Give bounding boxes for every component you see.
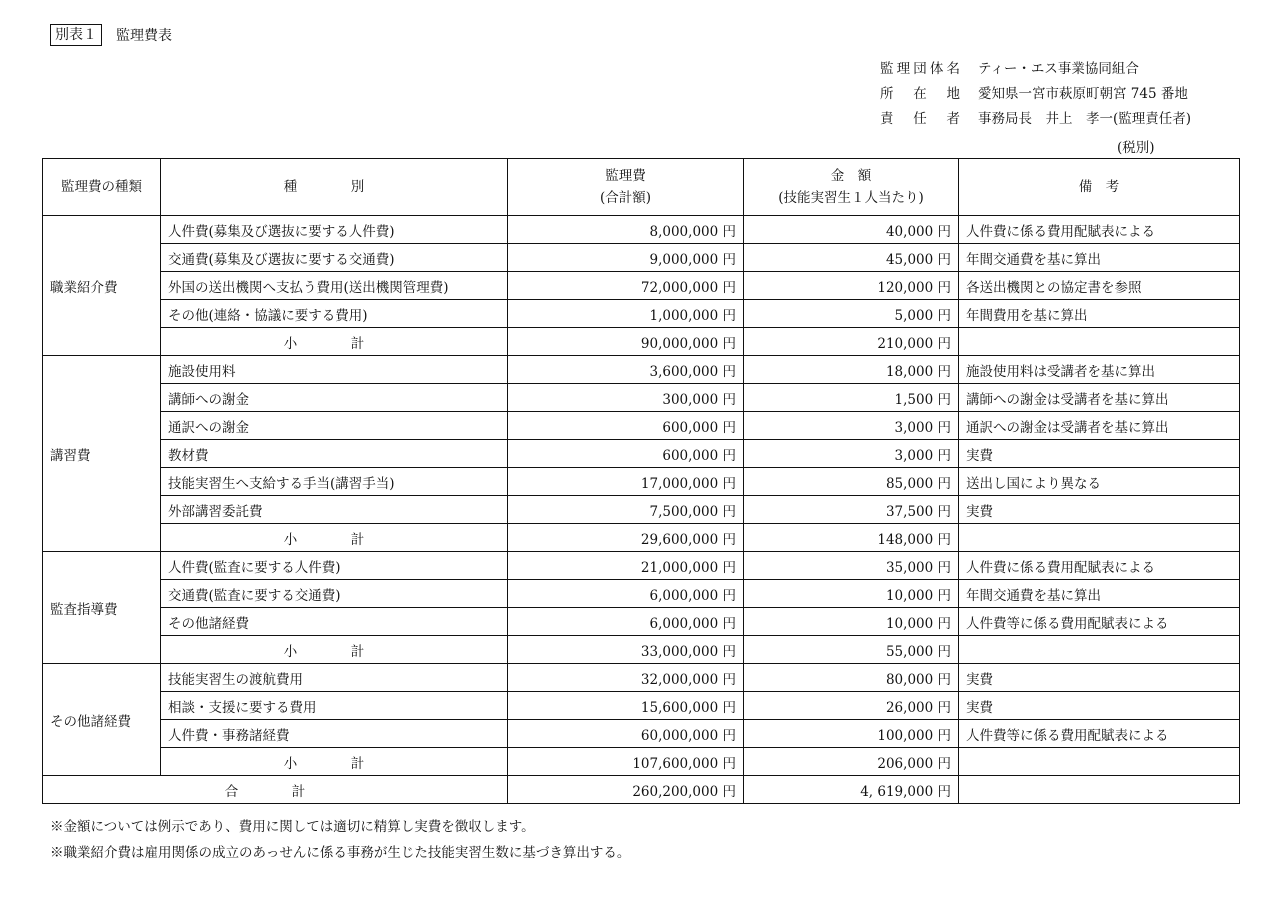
per-trainee-cell: 45,000 円 [744, 244, 959, 272]
subtotal-remark [959, 328, 1240, 356]
total-amount-cell: 32,000,000 円 [508, 664, 744, 692]
total-amount-cell: 300,000 円 [508, 384, 744, 412]
grand-total-row [43, 776, 1240, 804]
per-trainee-cell: 10,000 円 [744, 580, 959, 608]
table-row [43, 496, 1240, 524]
header-per-trainee [744, 159, 959, 216]
remark-cell: 人件費に係る費用配賦表による [959, 216, 1240, 244]
grand-total-per-trainee: 4, 619,000 円 [744, 776, 959, 804]
fee-table [42, 158, 1240, 804]
remark-cell: 実費 [959, 496, 1240, 524]
table-row [43, 300, 1240, 328]
header-per-line1: 金 額 [830, 168, 872, 184]
subtotal-label [161, 636, 508, 664]
category-cell: 職業紹介費 [43, 216, 161, 356]
info-row-organization [880, 54, 1191, 79]
category-cell: 講習費 [43, 356, 161, 552]
table-row [43, 244, 1240, 272]
per-trainee-cell: 3,000 円 [744, 440, 959, 468]
kind-cell: 交通費(募集及び選抜に要する交通費) [161, 244, 508, 272]
table-row [43, 216, 1240, 244]
subtotal-label [161, 524, 508, 552]
kind-cell: 技能実習生へ支給する手当(講習手当) [161, 468, 508, 496]
table-row [43, 440, 1240, 468]
kind-cell: 通訳への謝金 [161, 412, 508, 440]
table-row [43, 356, 1240, 384]
info-row-address [880, 79, 1191, 104]
table-row [43, 272, 1240, 300]
header-per-line2: (技能実習生１人当たり) [778, 190, 924, 206]
subtotal-total: 29,600,000 円 [508, 524, 744, 552]
table-row [43, 384, 1240, 412]
subtotal-label-text: 小 計 [283, 335, 385, 352]
per-trainee-cell: 18,000 円 [744, 356, 959, 384]
remark-cell: 人件費等に係る費用配賦表による [959, 720, 1240, 748]
table-row [43, 552, 1240, 580]
subtotal-per-trainee: 206,000 円 [744, 748, 959, 776]
header-type: 監理費の種類 [43, 159, 161, 216]
subtotal-row [43, 748, 1240, 776]
total-amount-cell: 6,000,000 円 [508, 608, 744, 636]
remark-cell: 施設使用料は受講者を基に算出 [959, 356, 1240, 384]
total-amount-cell: 1,000,000 円 [508, 300, 744, 328]
remark-cell: 講師への謝金は受講者を基に算出 [959, 384, 1240, 412]
per-trainee-cell: 80,000 円 [744, 664, 959, 692]
total-amount-cell: 3,600,000 円 [508, 356, 744, 384]
per-trainee-cell: 100,000 円 [744, 720, 959, 748]
organization-info [880, 54, 1191, 129]
kind-cell: 人件費・事務諸経費 [161, 720, 508, 748]
table-row [43, 580, 1240, 608]
subtotal-row [43, 636, 1240, 664]
grand-total-remark [959, 776, 1240, 804]
kind-cell: 教材費 [161, 440, 508, 468]
remark-cell: 各送出機関との協定書を参照 [959, 272, 1240, 300]
per-trainee-cell: 40,000 円 [744, 216, 959, 244]
kind-cell: 相談・支援に要する費用 [161, 692, 508, 720]
table-row [43, 412, 1240, 440]
table-row [43, 692, 1240, 720]
total-amount-cell: 21,000,000 円 [508, 552, 744, 580]
subtotal-remark [959, 748, 1240, 776]
per-trainee-cell: 37,500 円 [744, 496, 959, 524]
subtotal-per-trainee: 210,000 円 [744, 328, 959, 356]
header-kind: 種 別 [161, 159, 508, 216]
per-trainee-cell: 85,000 円 [744, 468, 959, 496]
subtotal-label-text: 小 計 [283, 755, 385, 772]
table-row [43, 664, 1240, 692]
remark-cell: 送出し国により異なる [959, 468, 1240, 496]
remark-cell: 人件費等に係る費用配賦表による [959, 608, 1240, 636]
header-total [508, 159, 744, 216]
total-amount-cell: 600,000 円 [508, 440, 744, 468]
kind-cell: 人件費(監査に要する人件費) [161, 552, 508, 580]
total-amount-cell: 15,600,000 円 [508, 692, 744, 720]
info-value: 事務局長 井上 孝一(監理責任者) [978, 110, 1192, 127]
subtotal-label [161, 748, 508, 776]
total-amount-cell: 8,000,000 円 [508, 216, 744, 244]
total-amount-cell: 17,000,000 円 [508, 468, 744, 496]
kind-cell: その他(連絡・協議に要する費用) [161, 300, 508, 328]
per-trainee-cell: 3,000 円 [744, 412, 959, 440]
total-amount-cell: 72,000,000 円 [508, 272, 744, 300]
per-trainee-cell: 35,000 円 [744, 552, 959, 580]
subtotal-label-text: 小 計 [283, 643, 385, 660]
grand-total-label [43, 776, 508, 804]
subtotal-remark [959, 636, 1240, 664]
per-trainee-cell: 26,000 円 [744, 692, 959, 720]
info-value: 愛知県一宮市萩原町朝宮 745 番地 [978, 85, 1188, 102]
footnote: ※職業紹介費は雇用関係の成立のあっせんに係る事務が生じた技能実習生数に基づき算出する。 [50, 845, 631, 861]
kind-cell: 外国の送出機関へ支払う費用(送出機関管理費) [161, 272, 508, 300]
category-cell: 監査指導費 [43, 552, 161, 664]
category-cell: その他諸経費 [43, 664, 161, 776]
table-row [43, 720, 1240, 748]
total-amount-cell: 6,000,000 円 [508, 580, 744, 608]
table-header-row [43, 159, 1240, 216]
info-value: ティー・エス事業協同組合 [978, 60, 1139, 77]
kind-cell: 施設使用料 [161, 356, 508, 384]
subtotal-row [43, 524, 1240, 552]
per-trainee-cell: 120,000 円 [744, 272, 959, 300]
info-label: 責任者 [880, 110, 960, 127]
kind-cell: 外部講習委託費 [161, 496, 508, 524]
total-amount-cell: 60,000,000 円 [508, 720, 744, 748]
kind-cell: その他諸経費 [161, 608, 508, 636]
subtotal-total: 90,000,000 円 [508, 328, 744, 356]
total-amount-cell: 9,000,000 円 [508, 244, 744, 272]
subtotal-remark [959, 524, 1240, 552]
remark-cell: 通訳への謝金は受講者を基に算出 [959, 412, 1240, 440]
header-remarks: 備 考 [959, 159, 1240, 216]
info-label: 監理団体名 [880, 60, 960, 77]
info-row-responsible [880, 104, 1191, 129]
remark-cell: 実費 [959, 664, 1240, 692]
grand-total-label-text: 合 計 [224, 783, 326, 800]
table-row [43, 468, 1240, 496]
remark-cell: 実費 [959, 440, 1240, 468]
kind-cell: 技能実習生の渡航費用 [161, 664, 508, 692]
subtotal-label-text: 小 計 [283, 531, 385, 548]
subtotal-total: 107,600,000 円 [508, 748, 744, 776]
kind-cell: 講師への謝金 [161, 384, 508, 412]
grand-total-amount: 260,200,000 円 [508, 776, 744, 804]
remark-cell: 年間交通費を基に算出 [959, 244, 1240, 272]
remark-cell: 年間費用を基に算出 [959, 300, 1240, 328]
footnote: ※金額については例示であり、費用に関しては適切に精算し実費を徴収します。 [50, 819, 535, 835]
remark-cell: 年間交通費を基に算出 [959, 580, 1240, 608]
header-total-line1: 監理費 [605, 168, 646, 184]
remark-cell: 人件費に係る費用配賦表による [959, 552, 1240, 580]
table-row [43, 608, 1240, 636]
total-amount-cell: 600,000 円 [508, 412, 744, 440]
per-trainee-cell: 5,000 円 [744, 300, 959, 328]
document-heading [50, 24, 172, 46]
footnotes [50, 814, 630, 866]
subtotal-per-trainee: 55,000 円 [744, 636, 959, 664]
document-title: 監理費表 [116, 28, 172, 44]
info-label: 所在地 [880, 85, 960, 102]
subtotal-per-trainee: 148,000 円 [744, 524, 959, 552]
header-total-line2: (合計額) [599, 190, 652, 206]
annex-tag: 別表１ [50, 24, 102, 46]
total-amount-cell: 7,500,000 円 [508, 496, 744, 524]
remark-cell: 実費 [959, 692, 1240, 720]
per-trainee-cell: 10,000 円 [744, 608, 959, 636]
subtotal-total: 33,000,000 円 [508, 636, 744, 664]
subtotal-row [43, 328, 1240, 356]
per-trainee-cell: 1,500 円 [744, 384, 959, 412]
kind-cell: 人件費(募集及び選抜に要する人件費) [161, 216, 508, 244]
tax-note: (税別) [1117, 140, 1155, 156]
subtotal-label [161, 328, 508, 356]
kind-cell: 交通費(監査に要する交通費) [161, 580, 508, 608]
